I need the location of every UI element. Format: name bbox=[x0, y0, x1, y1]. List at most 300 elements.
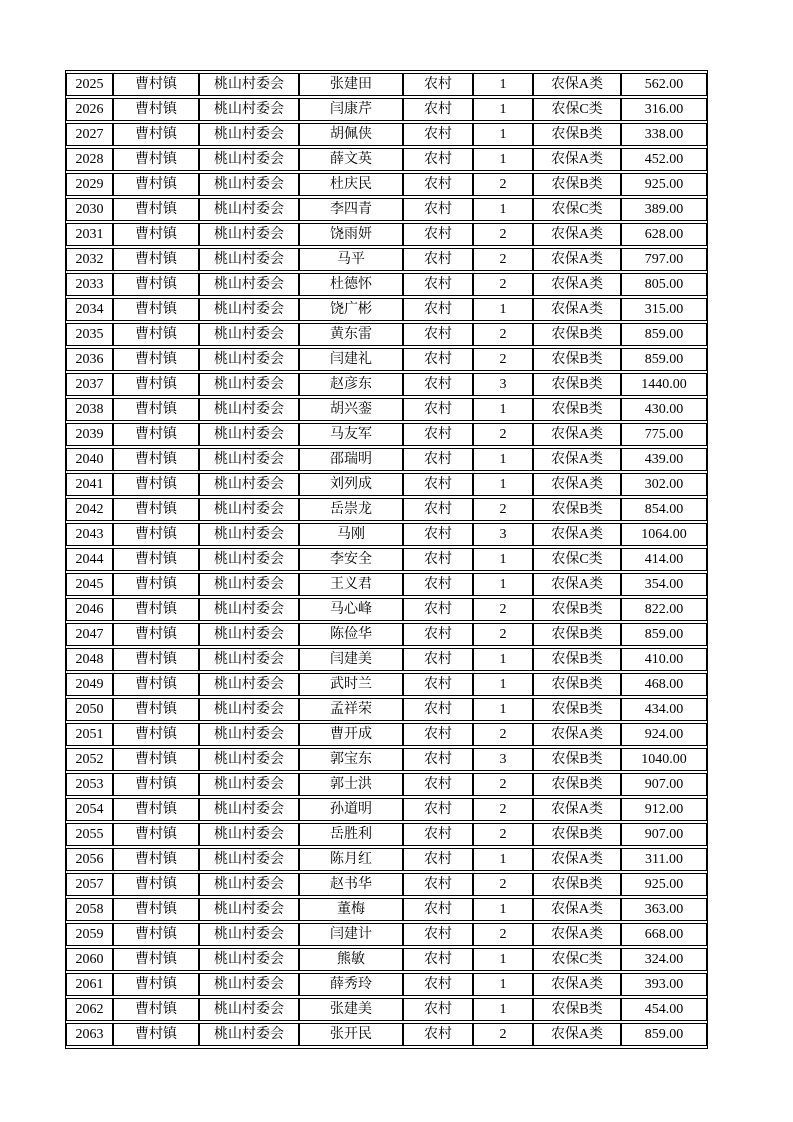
cell-amount: 414.00 bbox=[621, 548, 707, 571]
cell-category: 农保A类 bbox=[533, 848, 621, 871]
cell-residence: 农村 bbox=[403, 748, 473, 771]
cell-name: 赵书华 bbox=[299, 873, 403, 896]
cell-town: 曹村镇 bbox=[113, 923, 199, 946]
cell-town: 曹村镇 bbox=[113, 448, 199, 471]
cell-amount: 907.00 bbox=[621, 823, 707, 846]
cell-village: 桃山村委会 bbox=[199, 873, 299, 896]
cell-town: 曹村镇 bbox=[113, 73, 199, 96]
cell-amount: 775.00 bbox=[621, 423, 707, 446]
cell-serial: 2047 bbox=[66, 623, 113, 646]
cell-village: 桃山村委会 bbox=[199, 598, 299, 621]
table-row bbox=[66, 298, 707, 321]
cell-name: 张开民 bbox=[299, 1023, 403, 1046]
cell-residence: 农村 bbox=[403, 173, 473, 196]
cell-persons: 1 bbox=[473, 198, 533, 221]
cell-name: 王义君 bbox=[299, 573, 403, 596]
cell-name: 陈俭华 bbox=[299, 623, 403, 646]
cell-serial: 2033 bbox=[66, 273, 113, 296]
cell-category: 农保B类 bbox=[533, 673, 621, 696]
cell-serial: 2042 bbox=[66, 498, 113, 521]
table-row bbox=[66, 698, 707, 721]
cell-name: 陈月红 bbox=[299, 848, 403, 871]
cell-town: 曹村镇 bbox=[113, 723, 199, 746]
cell-serial: 2026 bbox=[66, 98, 113, 121]
table-row bbox=[66, 73, 707, 96]
cell-serial: 2037 bbox=[66, 373, 113, 396]
cell-category: 农保B类 bbox=[533, 648, 621, 671]
cell-category: 农保A类 bbox=[533, 573, 621, 596]
cell-name: 孙道明 bbox=[299, 798, 403, 821]
cell-town: 曹村镇 bbox=[113, 948, 199, 971]
cell-name: 岳胜利 bbox=[299, 823, 403, 846]
cell-name: 李安全 bbox=[299, 548, 403, 571]
cell-persons: 1 bbox=[473, 948, 533, 971]
cell-serial: 2053 bbox=[66, 773, 113, 796]
cell-persons: 1 bbox=[473, 898, 533, 921]
cell-village: 桃山村委会 bbox=[199, 173, 299, 196]
cell-town: 曹村镇 bbox=[113, 573, 199, 596]
cell-persons: 1 bbox=[473, 123, 533, 146]
cell-town: 曹村镇 bbox=[113, 423, 199, 446]
table-row bbox=[66, 1023, 707, 1046]
cell-name: 熊敏 bbox=[299, 948, 403, 971]
cell-residence: 农村 bbox=[403, 548, 473, 571]
cell-category: 农保A类 bbox=[533, 448, 621, 471]
table-row bbox=[66, 798, 707, 821]
cell-village: 桃山村委会 bbox=[199, 998, 299, 1021]
cell-village: 桃山村委会 bbox=[199, 298, 299, 321]
cell-amount: 354.00 bbox=[621, 573, 707, 596]
table-row bbox=[66, 398, 707, 421]
cell-persons: 1 bbox=[473, 398, 533, 421]
cell-town: 曹村镇 bbox=[113, 1023, 199, 1046]
cell-amount: 311.00 bbox=[621, 848, 707, 871]
cell-town: 曹村镇 bbox=[113, 748, 199, 771]
cell-name: 薛文英 bbox=[299, 148, 403, 171]
cell-village: 桃山村委会 bbox=[199, 398, 299, 421]
cell-residence: 农村 bbox=[403, 773, 473, 796]
cell-category: 农保B类 bbox=[533, 823, 621, 846]
cell-persons: 2 bbox=[473, 623, 533, 646]
table-row bbox=[66, 148, 707, 171]
cell-village: 桃山村委会 bbox=[199, 948, 299, 971]
cell-persons: 2 bbox=[473, 798, 533, 821]
cell-amount: 1064.00 bbox=[621, 523, 707, 546]
cell-category: 农保C类 bbox=[533, 198, 621, 221]
cell-serial: 2043 bbox=[66, 523, 113, 546]
cell-residence: 农村 bbox=[403, 298, 473, 321]
cell-serial: 2049 bbox=[66, 673, 113, 696]
cell-serial: 2035 bbox=[66, 323, 113, 346]
table-row bbox=[66, 948, 707, 971]
cell-town: 曹村镇 bbox=[113, 298, 199, 321]
cell-residence: 农村 bbox=[403, 598, 473, 621]
cell-serial: 2056 bbox=[66, 848, 113, 871]
cell-village: 桃山村委会 bbox=[199, 573, 299, 596]
cell-persons: 1 bbox=[473, 673, 533, 696]
table-row bbox=[66, 923, 707, 946]
cell-category: 农保A类 bbox=[533, 298, 621, 321]
cell-serial: 2044 bbox=[66, 548, 113, 571]
cell-serial: 2031 bbox=[66, 223, 113, 246]
cell-category: 农保A类 bbox=[533, 1023, 621, 1046]
cell-residence: 农村 bbox=[403, 923, 473, 946]
table-row bbox=[66, 723, 707, 746]
cell-category: 农保A类 bbox=[533, 223, 621, 246]
cell-serial: 2030 bbox=[66, 198, 113, 221]
cell-residence: 农村 bbox=[403, 373, 473, 396]
cell-name: 饶雨妍 bbox=[299, 223, 403, 246]
table-row bbox=[66, 773, 707, 796]
cell-persons: 1 bbox=[473, 848, 533, 871]
cell-village: 桃山村委会 bbox=[199, 348, 299, 371]
cell-persons: 2 bbox=[473, 723, 533, 746]
cell-name: 赵彦东 bbox=[299, 373, 403, 396]
cell-amount: 302.00 bbox=[621, 473, 707, 496]
cell-serial: 2057 bbox=[66, 873, 113, 896]
table-row bbox=[66, 373, 707, 396]
table-row bbox=[66, 873, 707, 896]
cell-category: 农保A类 bbox=[533, 798, 621, 821]
table-row bbox=[66, 748, 707, 771]
cell-category: 农保A类 bbox=[533, 273, 621, 296]
cell-serial: 2039 bbox=[66, 423, 113, 446]
cell-name: 岳崇龙 bbox=[299, 498, 403, 521]
cell-town: 曹村镇 bbox=[113, 823, 199, 846]
cell-category: 农保B类 bbox=[533, 123, 621, 146]
cell-town: 曹村镇 bbox=[113, 198, 199, 221]
cell-persons: 1 bbox=[473, 473, 533, 496]
cell-village: 桃山村委会 bbox=[199, 323, 299, 346]
cell-amount: 925.00 bbox=[621, 873, 707, 896]
cell-serial: 2025 bbox=[66, 73, 113, 96]
cell-village: 桃山村委会 bbox=[199, 798, 299, 821]
cell-category: 农保B类 bbox=[533, 873, 621, 896]
cell-persons: 2 bbox=[473, 248, 533, 271]
table-row bbox=[66, 848, 707, 871]
cell-amount: 912.00 bbox=[621, 798, 707, 821]
table-row bbox=[66, 123, 707, 146]
cell-village: 桃山村委会 bbox=[199, 523, 299, 546]
cell-residence: 农村 bbox=[403, 998, 473, 1021]
cell-serial: 2038 bbox=[66, 398, 113, 421]
cell-town: 曹村镇 bbox=[113, 248, 199, 271]
cell-category: 农保C类 bbox=[533, 948, 621, 971]
cell-amount: 859.00 bbox=[621, 1023, 707, 1046]
cell-amount: 805.00 bbox=[621, 273, 707, 296]
cell-residence: 农村 bbox=[403, 1023, 473, 1046]
cell-serial: 2054 bbox=[66, 798, 113, 821]
cell-category: 农保B类 bbox=[533, 498, 621, 521]
cell-serial: 2036 bbox=[66, 348, 113, 371]
cell-residence: 农村 bbox=[403, 723, 473, 746]
cell-village: 桃山村委会 bbox=[199, 698, 299, 721]
cell-category: 农保B类 bbox=[533, 598, 621, 621]
table-row bbox=[66, 173, 707, 196]
cell-town: 曹村镇 bbox=[113, 798, 199, 821]
pension-roster-table bbox=[65, 70, 708, 1049]
cell-persons: 2 bbox=[473, 1023, 533, 1046]
cell-serial: 2027 bbox=[66, 123, 113, 146]
cell-residence: 农村 bbox=[403, 498, 473, 521]
cell-town: 曹村镇 bbox=[113, 98, 199, 121]
cell-category: 农保B类 bbox=[533, 623, 621, 646]
cell-persons: 2 bbox=[473, 223, 533, 246]
cell-village: 桃山村委会 bbox=[199, 848, 299, 871]
cell-village: 桃山村委会 bbox=[199, 548, 299, 571]
cell-category: 农保A类 bbox=[533, 148, 621, 171]
cell-amount: 439.00 bbox=[621, 448, 707, 471]
cell-village: 桃山村委会 bbox=[199, 773, 299, 796]
cell-persons: 3 bbox=[473, 373, 533, 396]
cell-amount: 434.00 bbox=[621, 698, 707, 721]
cell-serial: 2041 bbox=[66, 473, 113, 496]
cell-name: 张建美 bbox=[299, 998, 403, 1021]
cell-residence: 农村 bbox=[403, 123, 473, 146]
cell-serial: 2055 bbox=[66, 823, 113, 846]
cell-residence: 农村 bbox=[403, 873, 473, 896]
table-row bbox=[66, 998, 707, 1021]
cell-amount: 315.00 bbox=[621, 298, 707, 321]
cell-town: 曹村镇 bbox=[113, 998, 199, 1021]
cell-village: 桃山村委会 bbox=[199, 823, 299, 846]
cell-serial: 2050 bbox=[66, 698, 113, 721]
cell-residence: 农村 bbox=[403, 223, 473, 246]
cell-residence: 农村 bbox=[403, 398, 473, 421]
cell-town: 曹村镇 bbox=[113, 373, 199, 396]
table-row bbox=[66, 973, 707, 996]
cell-village: 桃山村委会 bbox=[199, 448, 299, 471]
cell-category: 农保A类 bbox=[533, 473, 621, 496]
cell-town: 曹村镇 bbox=[113, 398, 199, 421]
cell-amount: 907.00 bbox=[621, 773, 707, 796]
cell-category: 农保B类 bbox=[533, 398, 621, 421]
cell-persons: 2 bbox=[473, 323, 533, 346]
cell-town: 曹村镇 bbox=[113, 273, 199, 296]
cell-category: 农保B类 bbox=[533, 173, 621, 196]
cell-persons: 2 bbox=[473, 498, 533, 521]
cell-serial: 2029 bbox=[66, 173, 113, 196]
cell-village: 桃山村委会 bbox=[199, 423, 299, 446]
table-row bbox=[66, 348, 707, 371]
table-row bbox=[66, 323, 707, 346]
cell-persons: 2 bbox=[473, 773, 533, 796]
cell-category: 农保A类 bbox=[533, 973, 621, 996]
cell-residence: 农村 bbox=[403, 448, 473, 471]
pension-roster-table-body bbox=[66, 73, 707, 1046]
cell-residence: 农村 bbox=[403, 798, 473, 821]
cell-persons: 1 bbox=[473, 698, 533, 721]
cell-persons: 2 bbox=[473, 423, 533, 446]
cell-town: 曹村镇 bbox=[113, 523, 199, 546]
cell-amount: 628.00 bbox=[621, 223, 707, 246]
cell-category: 农保A类 bbox=[533, 423, 621, 446]
cell-residence: 农村 bbox=[403, 73, 473, 96]
cell-name: 马刚 bbox=[299, 523, 403, 546]
cell-amount: 430.00 bbox=[621, 398, 707, 421]
cell-amount: 1040.00 bbox=[621, 748, 707, 771]
cell-persons: 1 bbox=[473, 998, 533, 1021]
cell-town: 曹村镇 bbox=[113, 548, 199, 571]
cell-name: 李四青 bbox=[299, 198, 403, 221]
cell-serial: 2058 bbox=[66, 898, 113, 921]
cell-village: 桃山村委会 bbox=[199, 723, 299, 746]
cell-name: 曹开成 bbox=[299, 723, 403, 746]
cell-village: 桃山村委会 bbox=[199, 273, 299, 296]
cell-residence: 农村 bbox=[403, 473, 473, 496]
cell-category: 农保A类 bbox=[533, 723, 621, 746]
cell-town: 曹村镇 bbox=[113, 973, 199, 996]
cell-name: 武时兰 bbox=[299, 673, 403, 696]
cell-amount: 454.00 bbox=[621, 998, 707, 1021]
cell-persons: 1 bbox=[473, 573, 533, 596]
cell-town: 曹村镇 bbox=[113, 223, 199, 246]
table-row bbox=[66, 673, 707, 696]
cell-residence: 农村 bbox=[403, 973, 473, 996]
cell-village: 桃山村委会 bbox=[199, 73, 299, 96]
cell-category: 农保B类 bbox=[533, 323, 621, 346]
table-row bbox=[66, 248, 707, 271]
cell-name: 马友军 bbox=[299, 423, 403, 446]
cell-category: 农保B类 bbox=[533, 998, 621, 1021]
cell-serial: 2062 bbox=[66, 998, 113, 1021]
cell-amount: 468.00 bbox=[621, 673, 707, 696]
cell-serial: 2060 bbox=[66, 948, 113, 971]
table-row bbox=[66, 223, 707, 246]
table-row bbox=[66, 648, 707, 671]
cell-name: 黄东雷 bbox=[299, 323, 403, 346]
cell-town: 曹村镇 bbox=[113, 648, 199, 671]
cell-amount: 1440.00 bbox=[621, 373, 707, 396]
cell-name: 胡佩侠 bbox=[299, 123, 403, 146]
cell-amount: 859.00 bbox=[621, 623, 707, 646]
cell-persons: 2 bbox=[473, 823, 533, 846]
cell-persons: 3 bbox=[473, 748, 533, 771]
cell-name: 董梅 bbox=[299, 898, 403, 921]
cell-village: 桃山村委会 bbox=[199, 123, 299, 146]
cell-serial: 2045 bbox=[66, 573, 113, 596]
cell-amount: 562.00 bbox=[621, 73, 707, 96]
cell-town: 曹村镇 bbox=[113, 773, 199, 796]
cell-name: 杜德怀 bbox=[299, 273, 403, 296]
cell-village: 桃山村委会 bbox=[199, 498, 299, 521]
cell-residence: 农村 bbox=[403, 523, 473, 546]
cell-serial: 2032 bbox=[66, 248, 113, 271]
cell-town: 曹村镇 bbox=[113, 323, 199, 346]
cell-amount: 338.00 bbox=[621, 123, 707, 146]
table-row bbox=[66, 498, 707, 521]
cell-persons: 1 bbox=[473, 73, 533, 96]
cell-category: 农保A类 bbox=[533, 898, 621, 921]
cell-residence: 农村 bbox=[403, 623, 473, 646]
cell-town: 曹村镇 bbox=[113, 898, 199, 921]
cell-village: 桃山村委会 bbox=[199, 973, 299, 996]
cell-village: 桃山村委会 bbox=[199, 623, 299, 646]
table-row bbox=[66, 273, 707, 296]
cell-persons: 2 bbox=[473, 598, 533, 621]
table-row bbox=[66, 623, 707, 646]
cell-residence: 农村 bbox=[403, 148, 473, 171]
cell-amount: 822.00 bbox=[621, 598, 707, 621]
cell-town: 曹村镇 bbox=[113, 673, 199, 696]
cell-village: 桃山村委会 bbox=[199, 898, 299, 921]
cell-serial: 2052 bbox=[66, 748, 113, 771]
cell-residence: 农村 bbox=[403, 698, 473, 721]
cell-category: 农保B类 bbox=[533, 748, 621, 771]
cell-amount: 410.00 bbox=[621, 648, 707, 671]
cell-residence: 农村 bbox=[403, 348, 473, 371]
cell-amount: 324.00 bbox=[621, 948, 707, 971]
cell-persons: 1 bbox=[473, 548, 533, 571]
cell-serial: 2040 bbox=[66, 448, 113, 471]
cell-name: 杜庆民 bbox=[299, 173, 403, 196]
cell-town: 曹村镇 bbox=[113, 873, 199, 896]
cell-town: 曹村镇 bbox=[113, 473, 199, 496]
cell-residence: 农村 bbox=[403, 273, 473, 296]
cell-residence: 农村 bbox=[403, 98, 473, 121]
cell-category: 农保A类 bbox=[533, 523, 621, 546]
cell-village: 桃山村委会 bbox=[199, 198, 299, 221]
cell-name: 郭宝东 bbox=[299, 748, 403, 771]
cell-name: 胡兴銮 bbox=[299, 398, 403, 421]
cell-name: 张建田 bbox=[299, 73, 403, 96]
cell-category: 农保A类 bbox=[533, 73, 621, 96]
cell-amount: 452.00 bbox=[621, 148, 707, 171]
cell-residence: 农村 bbox=[403, 648, 473, 671]
table-row bbox=[66, 198, 707, 221]
cell-amount: 925.00 bbox=[621, 173, 707, 196]
cell-name: 郭士洪 bbox=[299, 773, 403, 796]
cell-name: 马心峰 bbox=[299, 598, 403, 621]
cell-village: 桃山村委会 bbox=[199, 923, 299, 946]
cell-town: 曹村镇 bbox=[113, 598, 199, 621]
cell-name: 刘列成 bbox=[299, 473, 403, 496]
cell-amount: 859.00 bbox=[621, 323, 707, 346]
cell-town: 曹村镇 bbox=[113, 848, 199, 871]
cell-name: 闫建计 bbox=[299, 923, 403, 946]
cell-amount: 859.00 bbox=[621, 348, 707, 371]
cell-persons: 1 bbox=[473, 973, 533, 996]
cell-serial: 2034 bbox=[66, 298, 113, 321]
table-row bbox=[66, 448, 707, 471]
cell-persons: 1 bbox=[473, 448, 533, 471]
cell-amount: 668.00 bbox=[621, 923, 707, 946]
cell-name: 闫建美 bbox=[299, 648, 403, 671]
cell-town: 曹村镇 bbox=[113, 148, 199, 171]
table-row bbox=[66, 573, 707, 596]
cell-name: 闫建礼 bbox=[299, 348, 403, 371]
cell-town: 曹村镇 bbox=[113, 498, 199, 521]
cell-category: 农保B类 bbox=[533, 773, 621, 796]
table-row bbox=[66, 473, 707, 496]
cell-village: 桃山村委会 bbox=[199, 98, 299, 121]
cell-name: 邵瑞明 bbox=[299, 448, 403, 471]
cell-category: 农保B类 bbox=[533, 348, 621, 371]
cell-persons: 1 bbox=[473, 98, 533, 121]
cell-town: 曹村镇 bbox=[113, 698, 199, 721]
cell-village: 桃山村委会 bbox=[199, 648, 299, 671]
cell-persons: 2 bbox=[473, 348, 533, 371]
table-row bbox=[66, 548, 707, 571]
cell-residence: 农村 bbox=[403, 423, 473, 446]
cell-town: 曹村镇 bbox=[113, 348, 199, 371]
cell-town: 曹村镇 bbox=[113, 623, 199, 646]
table-row bbox=[66, 898, 707, 921]
cell-persons: 2 bbox=[473, 173, 533, 196]
cell-persons: 1 bbox=[473, 148, 533, 171]
cell-serial: 2048 bbox=[66, 648, 113, 671]
cell-persons: 2 bbox=[473, 923, 533, 946]
